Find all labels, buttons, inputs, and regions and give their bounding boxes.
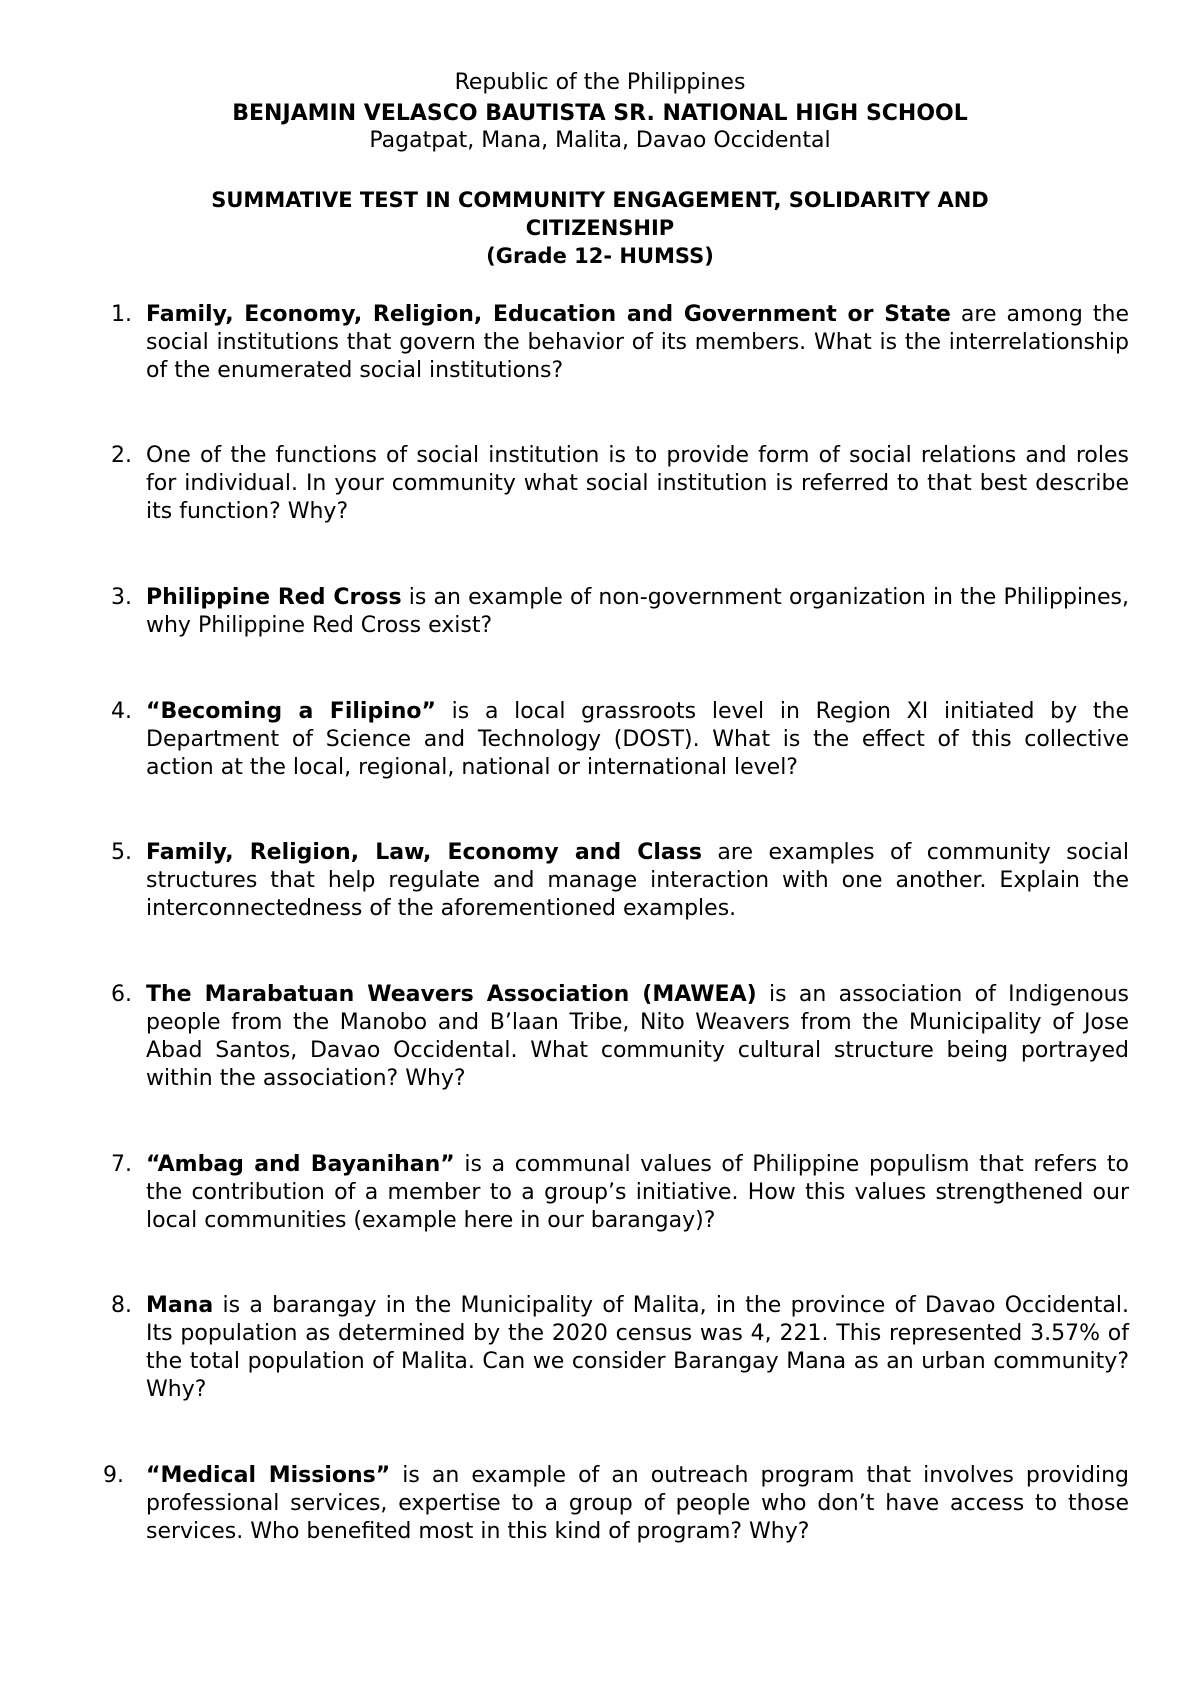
question-2: [111, 442, 1129, 526]
question-number: 9.: [103, 1463, 124, 1488]
question-3: [111, 584, 1129, 640]
question-keyword: Philippine Red Cross: [146, 585, 402, 610]
question-number: 8.: [111, 1293, 132, 1318]
question-7: [111, 1151, 1129, 1235]
question-keyword: “Ambag and Bayanihan”: [146, 1152, 455, 1177]
question-number: 6.: [111, 982, 132, 1007]
question-number: 2.: [111, 443, 132, 468]
question-1: [111, 301, 1129, 385]
school-address: Pagatpat, Mana, Malita, Davao Occidental: [369, 128, 831, 153]
question-text: One of the functions of social institution is to provide form of social relations and roles for individual. In your community what social institution is referred to that best describe its function? Why?: [146, 443, 1129, 524]
republic-heading: Republic of the Philippines: [454, 70, 746, 95]
test-title-line-2: CITIZENSHIP: [525, 216, 675, 240]
question-keyword: Family, Religion, Law, Economy and Class: [146, 840, 702, 865]
school-name: BENJAMIN VELASCO BAUTISTA SR. NATIONAL HIGH SCHOOL: [232, 101, 968, 126]
question-text: is a barangay in the Municipality of Malita, in the province of Davao Occidental. Its population as determined by the 2020 census was 4, 221. This represented 3.57% of the total population of Malita. Can we consider Barangay Mana as an urban community? Why?: [146, 1293, 1129, 1402]
question-number: 7.: [111, 1152, 132, 1177]
question-text: are examples of community social structures that help regulate and manage interaction with one another. Explain the interconnectedness of the aforementioned examples.: [146, 840, 1129, 921]
question-number: 5.: [111, 840, 132, 865]
question-5: [111, 839, 1129, 923]
question-keyword: Mana: [146, 1293, 214, 1318]
question-text: is a local grassroots level in Region XI initiated by the Department of Science and Technology (DOST). What is the effect of this collective action at the local, regional, national or international level?: [146, 699, 1129, 780]
question-keyword: The Marabatuan Weavers Association (MAWEA): [146, 982, 757, 1007]
question-keyword: Family, Economy, Religion, Education and Government or State: [146, 302, 951, 327]
question-number: 3.: [111, 585, 132, 610]
question-4: [111, 698, 1129, 782]
question-text: is an example of an outreach program that involves providing professional services, expertise to a group of people who don’t have access to those services. Who benefited most in this kind of program? Why?: [146, 1463, 1129, 1544]
question-text: are among the social institutions that govern the behavior of its members. What is the interrelationship of the enumerated social institutions?: [146, 302, 1129, 383]
question-8: [111, 1292, 1129, 1404]
test-title-line-3: (Grade 12- HUMSS): [486, 244, 714, 268]
question-6: [111, 981, 1129, 1093]
question-number: 1.: [111, 302, 132, 327]
test-title: [0, 186, 1200, 270]
question-text: is an example of non-government organization in the Philippines, why Philippine Red Cross exist?: [146, 585, 1129, 638]
test-title-line-1: SUMMATIVE TEST IN COMMUNITY ENGAGEMENT, SOLIDARITY AND: [211, 188, 989, 212]
question-9: [103, 1462, 1129, 1546]
question-text: is a communal values of Philippine populism that refers to the contribution of a member to a group’s initiative. How this values strengthened our local communities (example here in our barangay)?: [146, 1152, 1129, 1233]
question-keyword: “Medical Missions”: [146, 1463, 391, 1488]
question-number: 4.: [111, 699, 132, 724]
question-text: is an association of Indigenous people from the Manobo and B’laan Tribe, Nito Weavers from the Municipality of Jose Abad Santos, Davao Occidental. What community cultural structure being portrayed within the association? Why?: [146, 982, 1129, 1091]
question-keyword: “Becoming a Filipino”: [146, 699, 436, 724]
